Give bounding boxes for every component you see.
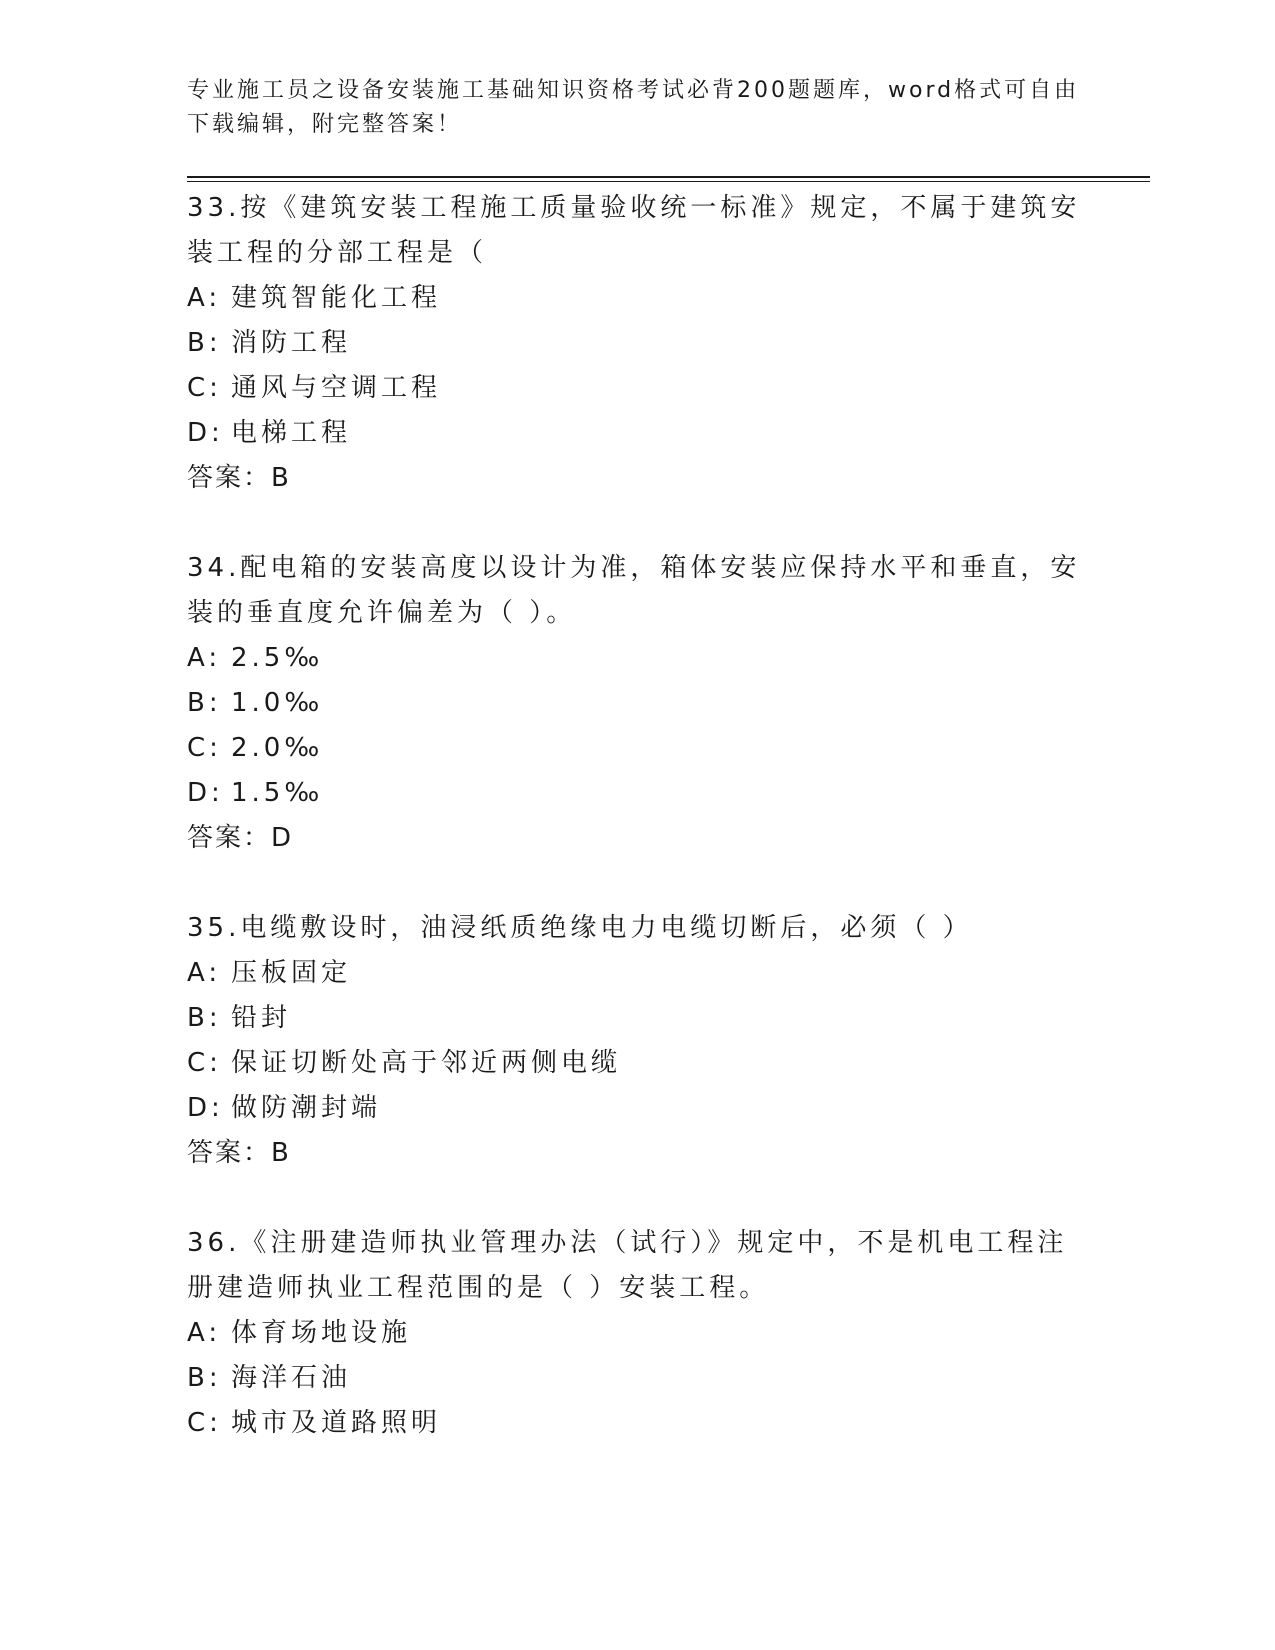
- option-key: D:: [187, 1093, 224, 1123]
- option-key: C:: [187, 373, 222, 403]
- option-key: A:: [187, 643, 222, 673]
- option-b: [187, 681, 1087, 726]
- option-a: [187, 636, 1087, 681]
- question-stem: 34.配电箱的安装高度以设计为准，箱体安装应保持水平和垂直，安装的垂直度允许偏差为（ ）。: [187, 553, 1081, 628]
- option-c: [187, 366, 1087, 411]
- header-divider-thin: [187, 181, 1150, 182]
- option-c: [187, 1401, 1087, 1446]
- option-d: [187, 1086, 1087, 1131]
- option-key: A:: [187, 1318, 222, 1348]
- question-spacer: [187, 1176, 1087, 1221]
- question-34: [187, 546, 1087, 861]
- option-text: 通风与空调工程: [231, 373, 442, 403]
- option-text: 1.5‰: [231, 778, 324, 808]
- answer-line: 答案：B: [187, 1138, 291, 1168]
- option-c: [187, 726, 1087, 771]
- option-text: 2.5‰: [231, 643, 324, 673]
- option-text: 压板固定: [231, 958, 352, 988]
- option-text: 城市及道路照明: [231, 1408, 442, 1438]
- document-header: 专业施工员之设备安装施工基础知识资格考试必背200题题库，word格式可自由下载编辑，附完整答案！: [187, 78, 1080, 137]
- option-b: [187, 321, 1087, 366]
- option-text: 体育场地设施: [231, 1318, 412, 1348]
- option-key: D:: [187, 418, 224, 448]
- option-b: [187, 1356, 1087, 1401]
- question-36: [187, 1221, 1087, 1446]
- option-key: A:: [187, 958, 222, 988]
- option-d: [187, 411, 1087, 456]
- option-key: C:: [187, 1048, 222, 1078]
- option-text: 做防潮封端: [231, 1093, 382, 1123]
- option-b: [187, 996, 1087, 1041]
- option-text: 消防工程: [231, 328, 352, 358]
- option-c: [187, 1041, 1087, 1086]
- option-key: A:: [187, 283, 222, 313]
- answer-line: 答案：B: [187, 463, 291, 493]
- option-d: [187, 771, 1087, 816]
- answer-line: 答案：D: [187, 823, 294, 853]
- option-key: C:: [187, 1408, 222, 1438]
- question-spacer: [187, 501, 1087, 546]
- option-a: [187, 951, 1087, 996]
- question-stem: 36.《注册建造师执业管理办法（试行）》规定中，不是机电工程注册建造师执业工程范围的是（ ）安装工程。: [187, 1228, 1068, 1303]
- option-key: B:: [187, 328, 222, 358]
- question-stem: 35.电缆敷设时，油浸纸质绝缘电力电缆切断后，必须（ ）: [187, 913, 973, 943]
- option-text: 铅封: [231, 1003, 292, 1033]
- option-key: D:: [187, 778, 224, 808]
- option-text: 海洋石油: [231, 1363, 352, 1393]
- question-list: [187, 186, 1087, 1446]
- option-key: B:: [187, 1363, 222, 1393]
- option-text: 建筑智能化工程: [231, 283, 442, 313]
- option-key: B:: [187, 688, 222, 718]
- question-spacer: [187, 861, 1087, 906]
- option-text: 1.0‰: [231, 688, 324, 718]
- option-text: 2.0‰: [231, 733, 324, 763]
- question-35: [187, 906, 1087, 1176]
- option-key: B:: [187, 1003, 222, 1033]
- question-stem: 33.按《建筑安装工程施工质量验收统一标准》规定，不属于建筑安装工程的分部工程是（: [187, 193, 1081, 268]
- question-33: [187, 186, 1087, 501]
- header-divider-thick: [187, 176, 1150, 178]
- option-text: 保证切断处高于邻近两侧电缆: [231, 1048, 622, 1078]
- option-a: [187, 276, 1087, 321]
- option-text: 电梯工程: [231, 418, 352, 448]
- option-a: [187, 1311, 1087, 1356]
- option-key: C:: [187, 733, 222, 763]
